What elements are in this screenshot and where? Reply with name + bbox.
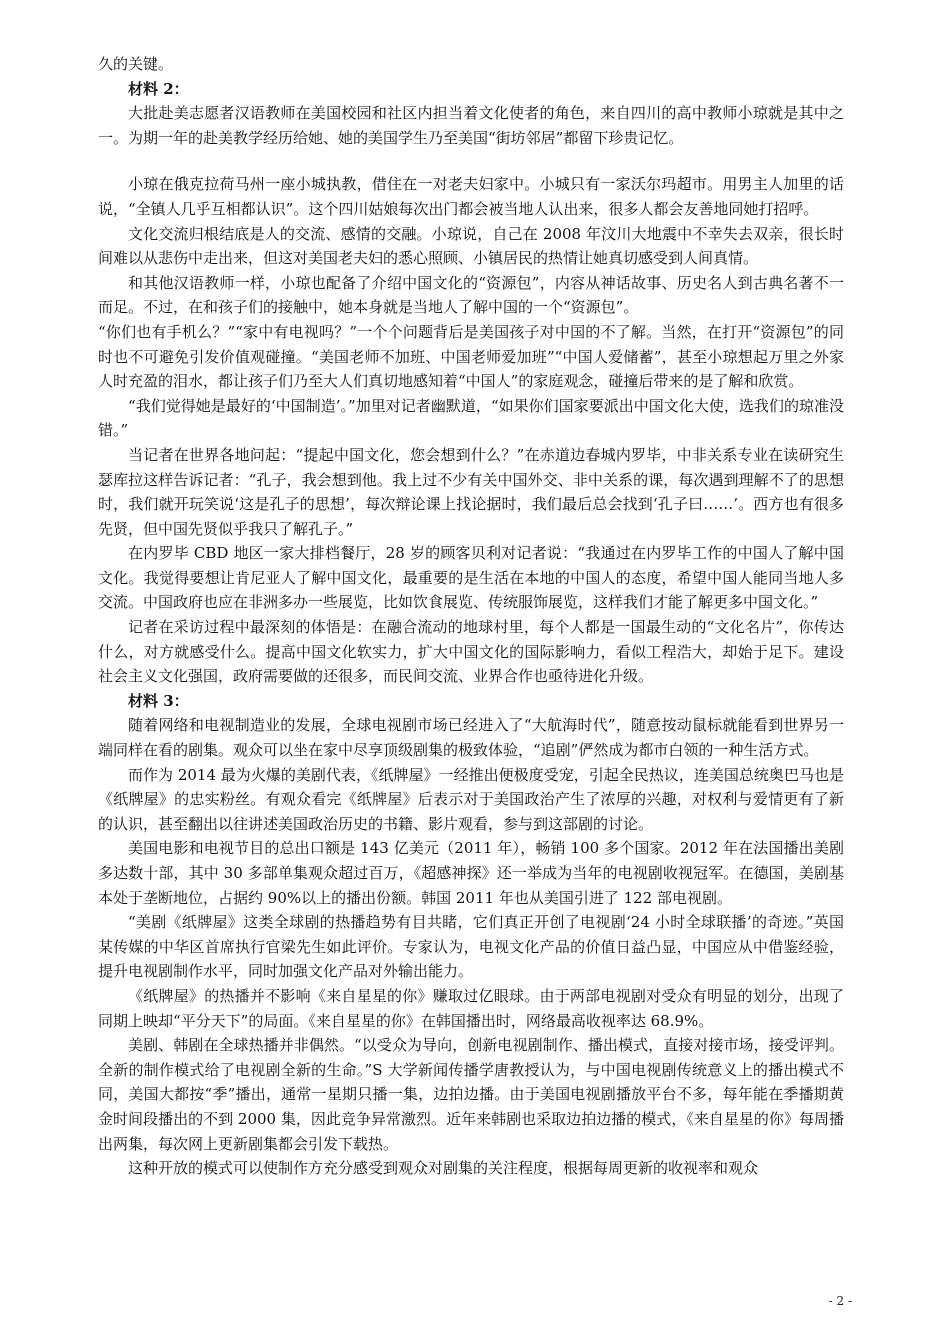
- document-body: [98, 52, 844, 1181]
- page-number: - 2 -: [828, 1294, 852, 1308]
- paragraph: 美国电影和电视节目的总出口额是 143 亿美元（2011 年），畅销 100 多个国家。2012 年在法国播出美剧多达数十部，其中 30 多部单集观众超过百万，《超感神探》还一举成为当年的电视剧收视冠军。在德国，美剧基本处于垄断地位，占据约 90%以上的播出份额。韩国 2011 年也从美国引进了 122 部电视剧。: [98, 839, 844, 907]
- paragraph-gap: [98, 150, 844, 172]
- paragraph: 当记者在世界各地问起：“提起中国文化，您会想到什么？”在赤道边春城内罗毕，中非关系专业在读研究生瑟库拉这样告诉记者：“孔子，我会想到他。我上过不少有关中国外交、非中关系的课，每次遇到理解不了的思想时，我们就开玩笑说‘这是孔子的思想’，每次辩论课上找论据时，我们最后总会找到‘孔子曰……’。西方也有很多先贤，但中国先贤似乎我只了解孔子。”: [98, 445, 844, 538]
- paragraph: 在内罗毕 CBD 地区一家大排档餐厅，28 岁的顾客贝利对记者说：“我通过在内罗毕工作的中国人了解中国文化。我觉得要想让肯尼亚人了解中国文化，最重要的是生活在本地的中国人的态度，希望中国人能同当地人多交流。中国政府也应在非洲多办一些展览，比如饮食展览、传统服饰展览，这样我们才能了解更多中国文化。”: [98, 544, 844, 612]
- paragraph: 文化交流归根结底是人的交流、感情的交融。小琼说，自己在 2008 年汶川大地震中不幸失去双亲，很长时间难以从悲伤中走出来，但这对美国老夫妇的悉心照顾、小镇居民的热情让她真切感受到人间真情。: [98, 224, 844, 268]
- lead-fragment: 久的关键。: [98, 55, 174, 73]
- paragraph: 记者在采访过程中最深刻的体悟是：在融合流动的地球村里，每个人都是一国最生动的“文化名片”，你传达什么，对方就感受什么。提高中国文化软实力，扩大中国文化的国际影响力，看似工程浩大，却始于足下。建设社会主义文化强国，政府需要做的还很多，而民间交流、业界合作也亟待进化升级。: [98, 618, 844, 686]
- paragraph: “你们也有手机么？”“家中有电视吗？”一个个问题背后是美国孩子对中国的不了解。当然，在打开“资源包”的同时也不可避免引发价值观碰撞。“美国老师不加班、中国老师爱加班”“中国人爱储蓄”，甚至小琼想起万里之外家人时充盈的泪水，都让孩子们乃至大人们真切地感知着“中国人”的家庭观念，碰撞后带来的是了解和欣赏。: [98, 322, 844, 391]
- paragraph: 这种开放的模式可以使制作方充分感受到观众对剧集的关注程度，根据每周更新的收视率和观众: [128, 1159, 759, 1178]
- paragraph: 随着网络和电视制造业的发展，全球电视剧市场已经进入了“大航海时代”，随意按动鼠标就能看到世界另一端同样在看的剧集。观众可以坐在家中尽享顶级剧集的极致体验，“追剧”俨然成为都市白领的一种生活方式。: [98, 716, 844, 760]
- paragraph: “美剧《纸牌屋》这类全球剧的热播趋势有目共睹，它们真正开创了电视剧‘24 小时全球联播’的奇迹。”英国某传媒的中华区首席执行官梁先生如此评价。专家认为，电视文化产品的价值日益凸显，中国应从中借鉴经验，提升电视剧制作水平，同时加强文化产品对外输出能力。: [98, 913, 844, 981]
- paragraph: “我们觉得她是最好的‘中国制造’。”加里对记者幽默道，“如果你们国家要派出中国文化大使，选我们的琼准没错。”: [98, 396, 844, 440]
- material-2-heading: 材料 2：: [128, 79, 189, 98]
- paragraph: 美剧、韩剧在全球热播并非偶然。“以受众为导向，创新电视剧制作、播出模式，直接对接市场，接受评判。全新的制作模式给了电视剧全新的生命。”S 大学新闻传播学唐教授认为，与中国电视剧传统意义上的播出模式不同，美国大都按“季”播出，通常一星期只播一集，边拍边播。由于美国电视剧播放平台不多，每年能在季播期黄金时间段播出的不到 2000 集，因此竞争异常激烈。近年来韩剧也采取边拍边播的模式，《来自星星的你》每周播出两集，每次网上更新剧集都会引发下载热。: [98, 1036, 844, 1153]
- paragraph: 小琼在俄克拉荷马州一座小城执教，借住在一对老夫妇家中。小城只有一家沃尔玛超市。用男主人加里的话说，“全镇人几乎互相都认识”。这个四川姑娘每次出门都会被当地人认出来，很多人都会友善地同她打招呼。: [98, 175, 844, 218]
- paragraph: 而作为 2014 最为火爆的美剧代表，《纸牌屋》一经推出便极度受宠，引起全民热议，连美国总统奥巴马也是《纸牌屋》的忠实粉丝。有观众看完《纸牌屋》后表示对于美国政治产生了浓厚的兴趣，对权利与爱情更有了新的认识，甚至翻出以往讲述美国政治历史的书籍、影片观看，参与到这部剧的讨论。: [98, 765, 844, 833]
- paragraph: 《纸牌屋》的热播并不影响《来自星星的你》赚取过亿眼球。由于两部电视剧对受众有明显的划分，出现了同期上映却“平分天下”的局面。《来自星星的你》在韩国播出时，网络最高收视率达 68.9%。: [98, 986, 844, 1030]
- paragraph: 大批赴美志愿者汉语教师在美国校园和社区内担当着文化使者的角色，来自四川的高中教师小琼就是其中之一。为期一年的赴美教学经历给她、她的美国学生乃至美国“街坊邻居”都留下珍贵记忆。: [98, 104, 844, 147]
- paragraph: 和其他汉语教师一样，小琼也配备了介绍中国文化的“资源包”，内容从神话故事、历史名人到古典名著不一而足。不过，在和孩子们的接触中，她本身就是当地人了解中国的一个“资源包”。: [98, 273, 844, 317]
- material-3-heading: 材料 3：: [128, 691, 189, 710]
